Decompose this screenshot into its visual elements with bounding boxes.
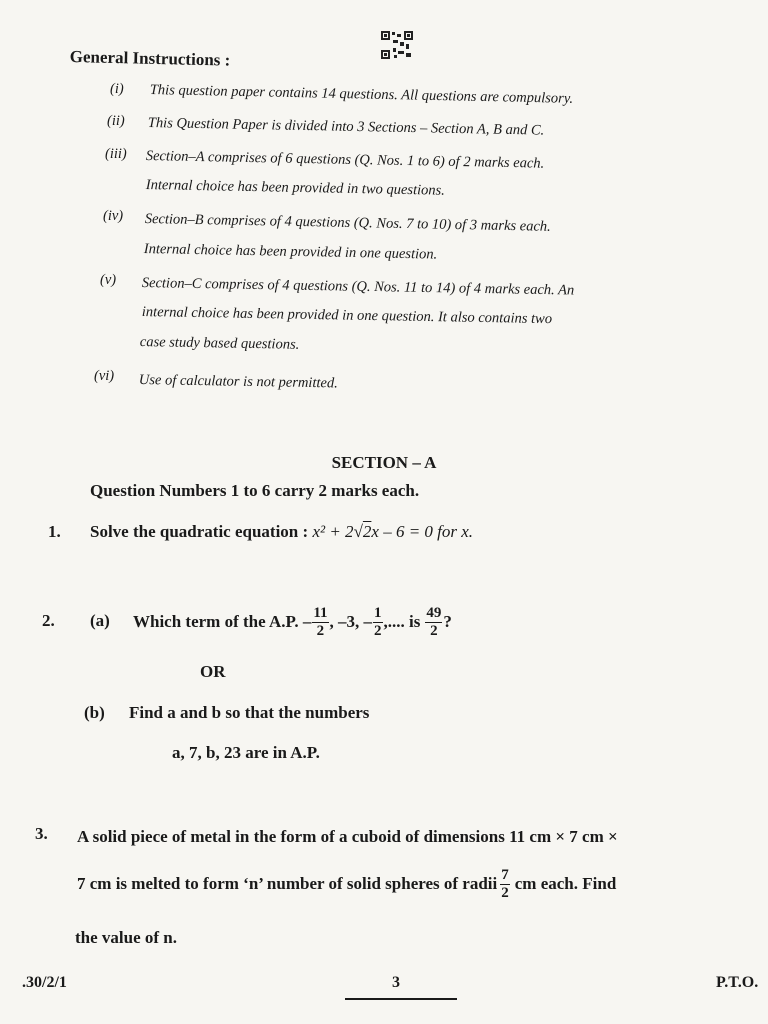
paper-code: .30/2/1 xyxy=(22,974,67,991)
question-2b-label: (b) xyxy=(84,703,105,722)
question-2b-text: Find a and b so that the numbers xyxy=(129,703,370,722)
denominator: 2 xyxy=(501,884,509,901)
instruction-text: This question paper contains 14 questions. All questions are compulsory. xyxy=(149,81,574,107)
instruction-number: (iv) xyxy=(103,208,124,224)
radicand: 2 xyxy=(362,522,372,541)
question-2a-prompt: Which term of the A.P. – xyxy=(133,612,312,631)
numerator: 49 xyxy=(426,604,442,621)
question-3-line xyxy=(77,862,616,906)
fraction xyxy=(500,867,510,902)
section-subtitle: Question Numbers 1 to 6 carry 2 marks each. xyxy=(90,481,420,500)
equation-part: x² + 2 xyxy=(312,522,354,541)
instruction-text: Section–C comprises of 4 questions (Q. Nos. 11 to 14) of 4 marks each. An xyxy=(141,274,575,299)
section-title: SECTION – A xyxy=(331,453,437,472)
fraction xyxy=(373,605,383,640)
fraction xyxy=(425,605,442,640)
instruction-text: Section–A comprises of 6 questions (Q. Nos. 1 to 6) of 2 marks each. xyxy=(145,147,545,172)
instruction-text: internal choice has been provided in one question. It also contains two xyxy=(141,303,553,328)
denominator: 2 xyxy=(316,622,325,639)
question-number: 3. xyxy=(35,824,48,843)
instruction-text: Section–B comprises of 4 questions (Q. Nos. 7 to 10) of 3 marks each. xyxy=(144,210,551,235)
question-1-prompt: Solve the quadratic equation : xyxy=(90,522,309,541)
or-divider: OR xyxy=(200,662,226,681)
question-2a-tail: ,.... is xyxy=(383,612,421,631)
instruction-number: (i) xyxy=(110,81,124,97)
page-number-underline xyxy=(345,998,457,1000)
question-1-text xyxy=(90,522,473,542)
instruction-text: This Question Paper is divided into 3 Sections – Section A, B and C. xyxy=(147,114,545,139)
equation-part: x – 6 = 0 for x. xyxy=(371,522,474,541)
radical-sign-icon: √ xyxy=(353,522,363,541)
question-3-line: A solid piece of metal in the form of a cuboid of dimensions 11 cm × 7 cm × xyxy=(77,827,618,846)
instruction-number: (iii) xyxy=(105,146,127,162)
question-2a-text xyxy=(133,600,452,644)
question-1-equation xyxy=(312,522,473,541)
question-number: 1. xyxy=(48,522,61,541)
pto-label: P.T.O. xyxy=(716,974,759,991)
question-3-text: 7 cm is melted to form ‘n’ number of solid spheres of radii xyxy=(77,874,498,893)
question-3-line: the value of n. xyxy=(75,928,177,947)
question-mark: ? xyxy=(443,612,452,631)
instruction-text: Internal choice has been provided in two questions. xyxy=(145,176,446,199)
numerator: 11 xyxy=(313,604,328,621)
fraction xyxy=(312,605,328,640)
instruction-number: (vi) xyxy=(94,368,115,384)
numerator: 7 xyxy=(501,866,509,883)
instruction-number: (v) xyxy=(100,272,117,288)
instruction-text: Use of calculator is not permitted. xyxy=(138,371,338,392)
denominator: 2 xyxy=(430,622,438,639)
instruction-text: case study based questions. xyxy=(139,333,300,353)
instruction-text: Internal choice has been provided in one question. xyxy=(143,240,438,263)
question-2a-label: (a) xyxy=(90,611,110,630)
numerator: 1 xyxy=(374,604,382,621)
instructions-list xyxy=(0,0,768,420)
page-number: 3 xyxy=(392,974,400,991)
instruction-number: (ii) xyxy=(107,113,125,129)
instructions-heading: General Instructions : xyxy=(69,47,231,70)
denominator: 2 xyxy=(374,622,382,639)
question-3-text: cm each. Find xyxy=(514,874,617,893)
question-2a-sequence: , –3, – xyxy=(329,612,373,631)
question-number: 2. xyxy=(42,611,55,630)
question-2b-numbers: a, 7, b, 23 are in A.P. xyxy=(172,743,320,762)
